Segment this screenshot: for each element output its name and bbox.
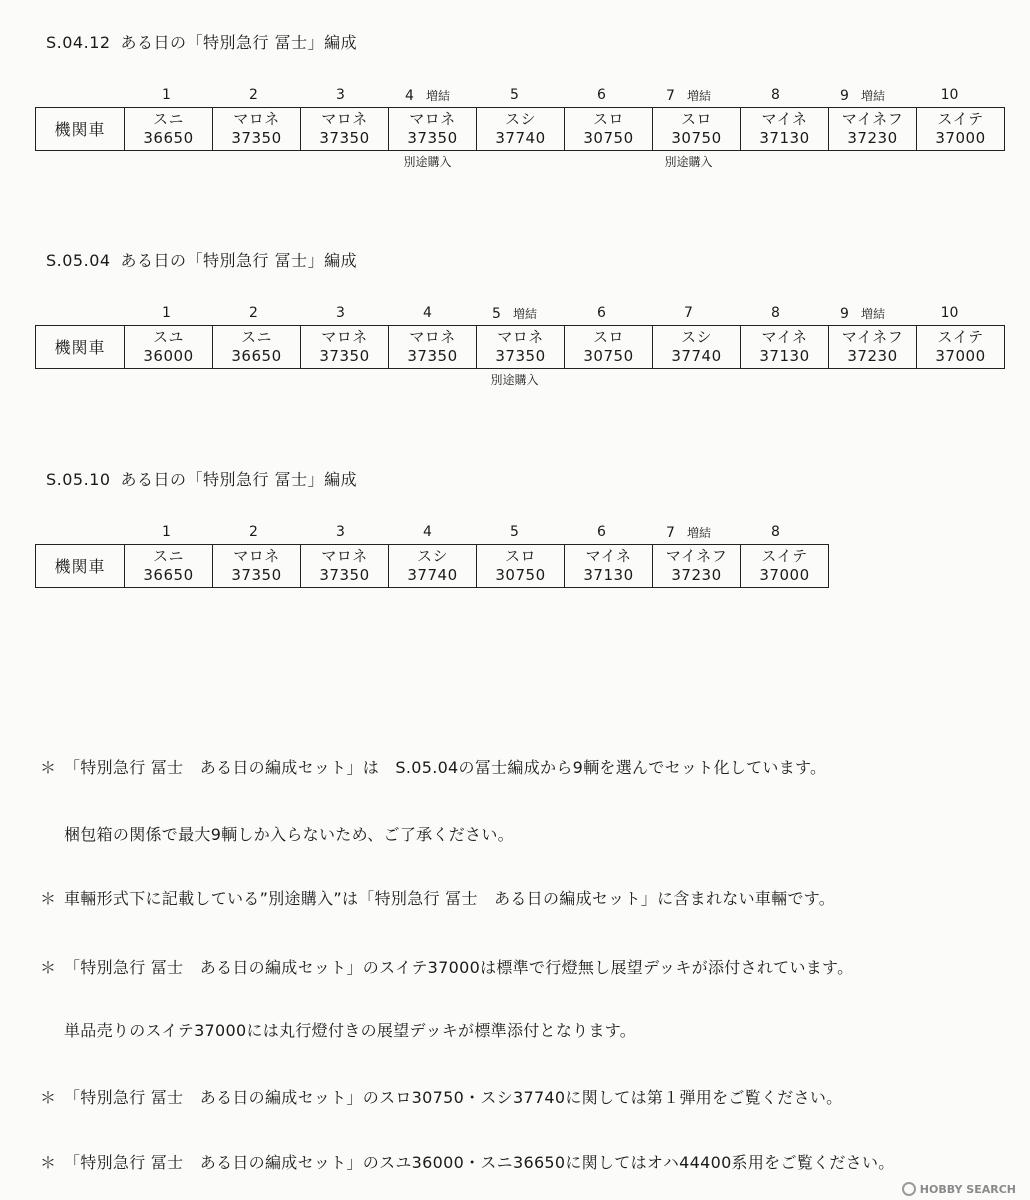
car-number: 8 [771, 305, 780, 321]
hobby-search-logo-icon [902, 1182, 916, 1196]
car-position-number [471, 87, 558, 103]
car-number: 4 [423, 524, 432, 540]
car-position-number [906, 305, 993, 321]
car-type: スイテ [937, 328, 984, 346]
car-number: 1 [162, 87, 171, 103]
car-number: 9 [840, 306, 849, 322]
car-number: 2 [249, 305, 258, 321]
footnote-text: 「特別急行 冨士 ある日の編成セット」は S.05.04の冨士編成から9輌を選んでセット化しています。 [64, 758, 827, 777]
footnote [40, 886, 835, 909]
car-position-number [732, 87, 819, 103]
car-type: マロネ [233, 547, 280, 565]
locomotive-cell: 機関車 [36, 545, 125, 588]
footnote [40, 1085, 842, 1108]
car-position-number [558, 87, 645, 103]
car-cell [653, 326, 741, 369]
footnote-text: 車輛形式下に記載している”別途購入”は「特別急行 冨士 ある日の編成セット」に含まれない車輛です。 [64, 889, 836, 908]
car-position-number [384, 305, 471, 321]
car-model-number: 36650 [143, 566, 194, 584]
car-type: スシ [680, 328, 712, 346]
car-number: 6 [597, 524, 606, 540]
car-number: 10 [940, 87, 959, 103]
formation-title-text: ある日の「特別急行 冨士」編成 [120, 251, 358, 270]
car-position-number [732, 524, 819, 540]
extra-car-label: 増結 [686, 526, 711, 540]
asterisk-bullet: ＊ [40, 889, 57, 908]
car-model-number: 36650 [231, 347, 282, 365]
car-model-number: 37350 [231, 129, 282, 147]
car-cell [389, 545, 477, 588]
car-model-number: 37350 [319, 347, 370, 365]
car-model-number: 37350 [495, 347, 546, 365]
car-number: 7 [666, 525, 675, 541]
car-type: マイネフ [841, 328, 904, 346]
separate-purchase-note: 別途購入 [664, 155, 713, 169]
car-position-number [297, 87, 384, 103]
car-position-number [819, 305, 906, 322]
watermark [902, 1182, 1016, 1196]
car-number: 5 [510, 87, 519, 103]
car-type: スシ [416, 547, 448, 565]
footnote-text: 「特別急行 冨士 ある日の編成セット」のスユ36000・スニ36650に関してはオハ44400系用をご覧ください。 [64, 1153, 895, 1172]
car-position-number [558, 524, 645, 540]
footnote [64, 1018, 636, 1041]
formation-date: S.05.10 [46, 470, 111, 489]
car-type: マイネフ [665, 547, 728, 565]
car-cell [301, 108, 389, 151]
footnote [64, 822, 514, 845]
car-number: 1 [162, 305, 171, 321]
car-model-number: 37740 [671, 347, 722, 365]
car-cell [829, 326, 917, 369]
formation-row [36, 545, 829, 588]
extra-car-label: 増結 [512, 307, 537, 321]
car-number: 8 [771, 87, 780, 103]
car-model-number: 37000 [759, 566, 810, 584]
formation-table [35, 544, 829, 588]
car-model-number: 37230 [847, 347, 898, 365]
car-position-number [384, 87, 471, 104]
car-model-number: 30750 [583, 129, 634, 147]
car-cell [125, 108, 213, 151]
car-cell [213, 108, 301, 151]
car-model-number: 36650 [143, 129, 194, 147]
formation-title-text: ある日の「特別急行 冨士」編成 [120, 33, 358, 52]
footnote [40, 755, 826, 778]
car-number: 3 [336, 305, 345, 321]
car-type: スユ [152, 328, 184, 346]
car-model-number: 37130 [583, 566, 634, 584]
car-position-number [297, 524, 384, 540]
car-type: マイネ [585, 547, 632, 565]
car-cell [213, 545, 301, 588]
car-model-number: 30750 [671, 129, 722, 147]
car-model-number: 36000 [143, 347, 194, 365]
car-model-number: 37000 [935, 347, 986, 365]
car-cell [741, 545, 829, 588]
separate-purchase-note: 別途購入 [403, 155, 452, 169]
car-position-number [471, 524, 558, 540]
car-type: スイテ [937, 110, 984, 128]
car-position-number [819, 87, 906, 104]
car-type: スニ [152, 547, 184, 565]
car-cell [477, 545, 565, 588]
car-type: スロ [680, 110, 712, 128]
car-cell [477, 108, 565, 151]
formation-table [35, 107, 1005, 151]
car-cell [213, 326, 301, 369]
car-type: スニ [240, 328, 272, 346]
car-cell [565, 326, 653, 369]
car-model-number: 30750 [583, 347, 634, 365]
car-type: マロネ [321, 110, 368, 128]
car-cell [125, 326, 213, 369]
car-number: 2 [249, 524, 258, 540]
footnote-text: 「特別急行 冨士 ある日の編成セット」のスイテ37000は標準で行燈無し展望デッキが添付されています。 [64, 958, 854, 977]
car-model-number: 37130 [759, 129, 810, 147]
car-type: スロ [592, 110, 624, 128]
car-position-number [471, 305, 558, 322]
car-type: マロネ [497, 328, 544, 346]
formation-date: S.04.12 [46, 33, 111, 52]
car-position-number [210, 305, 297, 321]
car-type: マイネ [761, 110, 808, 128]
car-position-number [645, 305, 732, 321]
car-model-number: 37350 [319, 566, 370, 584]
car-number: 3 [336, 87, 345, 103]
car-model-number: 37130 [759, 347, 810, 365]
car-position-number [210, 87, 297, 103]
car-type: マロネ [321, 547, 368, 565]
car-position-number [906, 87, 993, 103]
formation-title [46, 248, 357, 271]
car-position-number [384, 524, 471, 540]
extra-car-label: 増結 [860, 307, 885, 321]
extra-car-label: 増結 [425, 89, 450, 103]
locomotive-cell: 機関車 [36, 326, 125, 369]
car-model-number: 37350 [407, 347, 458, 365]
formation-row [36, 108, 1005, 151]
car-number: 7 [666, 88, 675, 104]
formation-title [46, 30, 357, 53]
car-type: マロネ [409, 328, 456, 346]
formation-table [35, 325, 1005, 369]
car-position-number [210, 524, 297, 540]
footnote-text: 単品売りのスイテ37000には丸行燈付きの展望デッキが標準添付となります。 [64, 1021, 637, 1040]
car-cell [653, 545, 741, 588]
car-cell [389, 108, 477, 151]
car-cell [301, 545, 389, 588]
car-number: 4 [423, 305, 432, 321]
asterisk-bullet: ＊ [40, 758, 57, 777]
asterisk-bullet: ＊ [40, 958, 57, 977]
car-cell [389, 326, 477, 369]
car-position-number [732, 305, 819, 321]
car-cell [741, 108, 829, 151]
extra-car-label: 増結 [686, 89, 711, 103]
footnote [40, 1150, 895, 1173]
car-cell [917, 108, 1005, 151]
car-model-number: 37230 [671, 566, 722, 584]
car-cell [741, 326, 829, 369]
car-model-number: 37000 [935, 129, 986, 147]
car-position-number [297, 305, 384, 321]
car-position-number [645, 524, 732, 541]
car-type: スロ [592, 328, 624, 346]
car-cell [653, 108, 741, 151]
car-position-number [123, 87, 210, 103]
asterisk-bullet: ＊ [40, 1088, 57, 1107]
car-cell [301, 326, 389, 369]
car-number: 6 [597, 87, 606, 103]
car-type: スイテ [761, 547, 808, 565]
footnote-text: 梱包箱の関係で最大9輌しか入らないため、ご了承ください。 [64, 825, 514, 844]
watermark-text: HOBBY SEARCH [919, 1182, 1016, 1196]
car-number: 5 [492, 306, 501, 322]
car-model-number: 37350 [319, 129, 370, 147]
car-model-number: 37740 [407, 566, 458, 584]
extra-car-label: 増結 [860, 89, 885, 103]
locomotive-cell: 機関車 [36, 108, 125, 151]
car-cell [917, 326, 1005, 369]
car-number: 7 [684, 305, 693, 321]
car-model-number: 37740 [495, 129, 546, 147]
car-cell [829, 108, 917, 151]
car-type: マイネフ [841, 110, 904, 128]
car-position-number [123, 524, 210, 540]
car-number: 4 [405, 88, 414, 104]
car-number: 3 [336, 524, 345, 540]
car-position-number [558, 305, 645, 321]
car-number: 8 [771, 524, 780, 540]
car-type: スシ [504, 110, 536, 128]
car-model-number: 37230 [847, 129, 898, 147]
car-type: マロネ [409, 110, 456, 128]
car-type: スロ [504, 547, 536, 565]
formation-title [46, 467, 357, 490]
formation-date: S.05.04 [46, 251, 111, 270]
car-number: 1 [162, 524, 171, 540]
footnote-text: 「特別急行 冨士 ある日の編成セット」のスロ30750・スシ37740に関しては第１弾用をご覧ください。 [64, 1088, 843, 1107]
car-model-number: 37350 [407, 129, 458, 147]
car-cell [125, 545, 213, 588]
car-position-number [645, 87, 732, 104]
car-type: スニ [152, 110, 184, 128]
car-number: 5 [510, 524, 519, 540]
car-type: マイネ [761, 328, 808, 346]
car-cell [477, 326, 565, 369]
car-model-number: 30750 [495, 566, 546, 584]
asterisk-bullet: ＊ [40, 1153, 57, 1172]
car-number: 10 [940, 305, 959, 321]
car-type: マロネ [233, 110, 280, 128]
formation-row [36, 326, 1005, 369]
formation-title-text: ある日の「特別急行 冨士」編成 [120, 470, 358, 489]
car-number: 2 [249, 87, 258, 103]
car-type: マロネ [321, 328, 368, 346]
car-number: 9 [840, 88, 849, 104]
car-number: 6 [597, 305, 606, 321]
car-cell [565, 545, 653, 588]
car-position-number [123, 305, 210, 321]
footnote [40, 955, 853, 978]
car-cell [565, 108, 653, 151]
car-model-number: 37350 [231, 566, 282, 584]
separate-purchase-note: 別途購入 [490, 373, 539, 387]
